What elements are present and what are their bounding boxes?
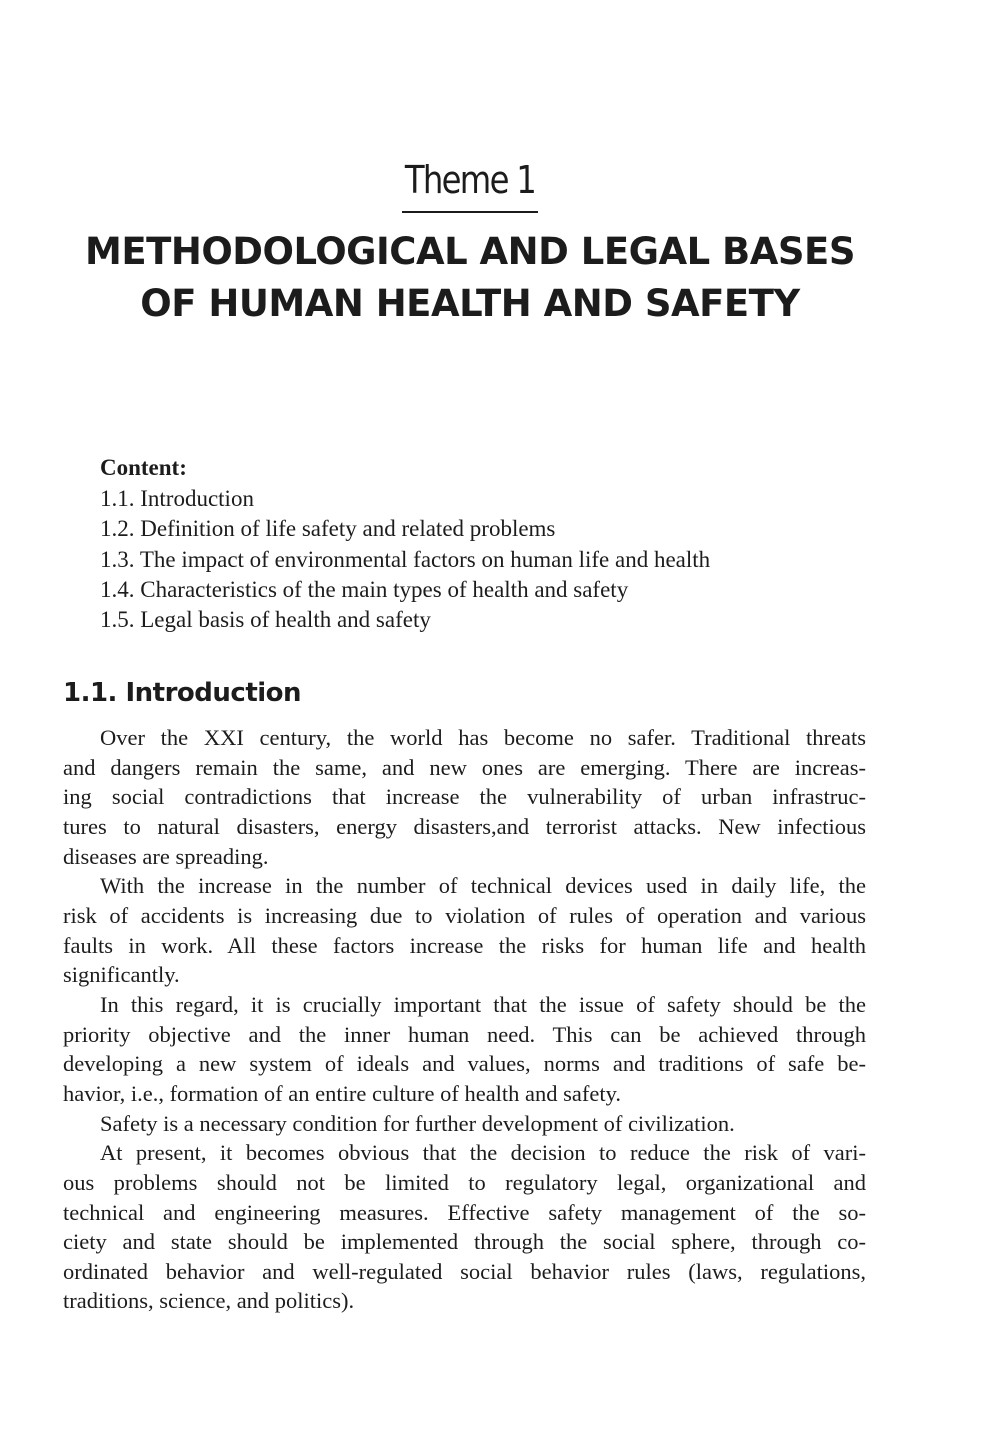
paragraph [63,871,866,990]
chapter-title-line: OF HUMAN HEALTH AND SAFETY [140,282,800,325]
paragraph-line: Safety is a necessary condition for further development of civilization. [100,1110,735,1136]
theme-label: Theme 1 [404,158,536,202]
paragraph-line: At present, it becomes obvious that the decision to reduce the risk of vari- [100,1140,866,1166]
section-heading: 1.1. Introduction [63,678,302,708]
paragraph-line: In this regard, it is crucially important that the issue of safety should be the [100,991,866,1017]
paragraph-line: havior, i.e., formation of an entire culture of health and safety. [63,1080,622,1106]
paragraph-line: ous problems should not be limited to regulatory legal, organizational and [63,1169,866,1195]
contents-item: 1.5. Legal basis of health and safety [100,607,431,633]
paragraph-line: priority objective and the inner human need. This can be achieved through [63,1021,866,1047]
paragraph [63,1109,866,1139]
paragraph-line: Over the XXI century, the world has become no safer. Traditional threats [100,725,866,750]
contents-item: 1.2. Definition of life safety and related problems [100,516,556,542]
paragraph-line: traditions, science, and politics). [63,1288,355,1314]
chapter-title-line: METHODOLOGICAL AND LEGAL BASES [85,230,855,273]
paragraph-line: developing a new system of ideals and values, norms and traditions of safe be- [63,1051,866,1077]
section-body [63,723,866,1316]
theme-underline [402,211,538,213]
paragraph-line: faults in work. All these factors increase the risks for human life and health [63,932,866,958]
paragraph-line: significantly. [63,962,180,988]
paragraph-line: ing social contradictions that increase the vulnerability of urban infrastruc- [63,784,866,810]
paragraph-line: ciety and state should be implemented through the social sphere, through co- [63,1229,866,1255]
paragraph-line: tures to natural disasters, energy disasters,and terrorist attacks. New infectious [63,813,866,839]
paragraph-line: technical and engineering measures. Effective safety management of the so- [63,1199,866,1225]
paragraph-line: ordinated behavior and well-regulated social behavior rules (laws, regulations, [63,1258,866,1284]
paragraph [63,723,866,871]
paragraph [63,1138,866,1316]
paragraph-line: diseases are spreading. [63,843,269,869]
paragraph [63,990,866,1109]
paragraph-line: and dangers remain the same, and new ones are emerging. There are increas- [63,754,866,780]
paragraph-line: With the increase in the number of technical devices used in daily life, the [100,873,866,899]
table-of-contents [100,452,710,635]
chapter-title [0,226,940,330]
contents-item: 1.4. Characteristics of the main types of health and safety [100,576,629,602]
contents-item: 1.1. Introduction [100,486,254,511]
contents-heading: Content: [100,455,187,480]
contents-item: 1.3. The impact of environmental factors on human life and health [100,546,711,572]
paragraph-line: risk of accidents is increasing due to violation of rules of operation and various [63,902,866,928]
